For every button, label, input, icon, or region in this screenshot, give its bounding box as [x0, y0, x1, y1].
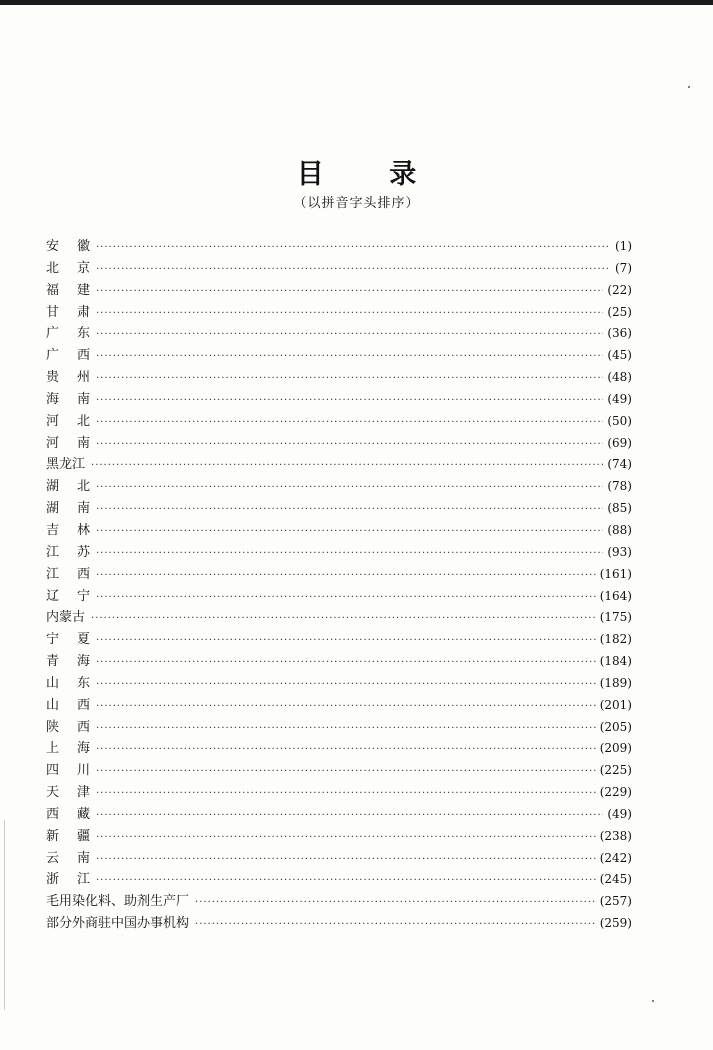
toc-entry-label-char: 肃	[76, 304, 90, 320]
toc-entry-label-char: 州	[76, 370, 90, 386]
toc-entry[interactable]	[46, 498, 632, 520]
toc-entry-label-char: 江	[46, 544, 60, 560]
dot-leader	[96, 805, 603, 827]
toc-entry-label-char: 疆	[76, 828, 90, 844]
toc-entry-label-char: 江	[76, 872, 90, 888]
dot-leader	[96, 368, 603, 390]
dot-leader	[96, 674, 596, 696]
dot-leader	[96, 477, 603, 499]
toc-entry-page: (78)	[607, 479, 632, 494]
toc-entry-page: (182)	[599, 632, 632, 647]
dot-leader	[96, 696, 596, 718]
toc-entry[interactable]	[46, 804, 632, 826]
toc-entry-page: (242)	[599, 850, 632, 865]
toc-entry-page: (209)	[599, 741, 632, 756]
toc-entry-page: (22)	[607, 282, 632, 297]
toc-entry-label	[46, 695, 96, 717]
toc-entry-label	[46, 389, 96, 411]
toc-entry[interactable]	[46, 782, 632, 804]
dot-leader	[96, 543, 603, 565]
dot-leader	[96, 565, 596, 587]
dot-leader	[195, 892, 596, 914]
toc-entry-label	[46, 629, 96, 651]
dot-leader	[91, 455, 603, 477]
dot-leader	[96, 412, 603, 434]
toc-entry[interactable]	[46, 258, 632, 280]
toc-entry-page: (189)	[599, 675, 632, 690]
dot-leader	[96, 259, 611, 281]
toc-entry-page: (229)	[599, 785, 632, 800]
toc-entry-label	[46, 782, 96, 804]
toc-entry-label	[46, 869, 96, 891]
toc-entry-label	[46, 476, 96, 498]
toc-entry-label-char: 林	[76, 522, 90, 538]
toc-entry-label-char: 西	[46, 806, 60, 822]
toc-entry-page: (36)	[607, 326, 632, 341]
table-of-contents	[46, 236, 632, 935]
toc-entry-label-char: 吉	[46, 522, 60, 538]
dot-leader	[96, 849, 596, 871]
toc-entry-page: (164)	[599, 588, 632, 603]
dot-leader	[96, 434, 603, 456]
dot-leader	[96, 303, 603, 325]
toc-entry-page: (93)	[607, 544, 632, 559]
toc-entry[interactable]	[46, 236, 632, 258]
toc-entry-label-char: 广	[46, 348, 60, 364]
toc-entry[interactable]	[46, 280, 632, 302]
toc-entry-label-char: 北	[46, 260, 60, 276]
toc-entry-label: 毛用染化料、助剂生产厂	[46, 894, 190, 910]
toc-entry-label-char: 宁	[46, 632, 60, 648]
toc-entry-label-char: 天	[46, 785, 60, 801]
toc-entry-label-char: 陕	[46, 719, 60, 735]
toc-entry-label	[46, 258, 96, 280]
toc-entry-label	[46, 433, 96, 455]
toc-entry-page: (7)	[615, 260, 632, 275]
toc-entry-label-char: 夏	[76, 632, 90, 648]
toc-entry-page: (88)	[607, 522, 632, 537]
toc-entry-page: (257)	[599, 894, 632, 909]
toc-entry-page: (1)	[615, 239, 632, 253]
dot-leader	[96, 630, 596, 652]
toc-entry-label-char: 云	[46, 850, 60, 866]
toc-entry[interactable]	[46, 913, 632, 935]
toc-entry-label-char: 上	[46, 741, 60, 757]
dot-leader	[96, 587, 596, 609]
toc-entry-label-char: 山	[46, 675, 60, 691]
top-scan-border	[0, 0, 713, 5]
toc-entry-label-char: 河	[46, 413, 60, 429]
toc-entry[interactable]	[46, 826, 632, 848]
toc-entry[interactable]	[46, 389, 632, 411]
toc-entry[interactable]	[46, 651, 632, 673]
toc-entry-label-char: 福	[46, 282, 60, 298]
toc-entry[interactable]	[46, 760, 632, 782]
dot-leader	[96, 783, 596, 805]
toc-entry-label	[46, 411, 96, 433]
toc-entry-label	[46, 345, 96, 367]
toc-entry-label-char: 山	[46, 697, 60, 713]
dot-leader	[91, 608, 596, 630]
page-title: 目 录	[296, 159, 445, 190]
toc-entry[interactable]	[46, 629, 632, 651]
toc-entry-page: (85)	[607, 501, 632, 516]
toc-entry-label-char: 海	[76, 654, 90, 670]
toc-entry[interactable]	[46, 869, 632, 891]
toc-entry-label	[46, 738, 96, 760]
toc-entry[interactable]	[46, 454, 632, 476]
toc-entry-label-char: 东	[76, 675, 90, 691]
toc-entry-label-char: 河	[46, 435, 60, 451]
toc-entry-label	[46, 760, 96, 782]
toc-entry[interactable]	[46, 411, 632, 433]
toc-entry-label-char: 四	[46, 763, 60, 779]
toc-entry-page: (201)	[599, 697, 632, 712]
dot-leader	[195, 914, 596, 936]
toc-entry-page: (225)	[599, 763, 632, 778]
dot-leader	[96, 499, 603, 521]
toc-entry-label: 内蒙古	[46, 610, 86, 626]
toc-entry-label-char: 北	[76, 413, 90, 429]
toc-entry-label-char: 南	[76, 435, 90, 451]
scan-edge-line	[4, 820, 5, 1010]
toc-entry[interactable]	[46, 302, 632, 324]
toc-entry-label-char: 宁	[76, 588, 90, 604]
dot-leader	[96, 346, 603, 368]
toc-entry[interactable]	[46, 695, 632, 717]
toc-entry-label-char: 西	[76, 697, 90, 713]
toc-entry-page: (175)	[599, 610, 632, 625]
toc-entry[interactable]	[46, 367, 632, 389]
toc-entry-label-char: 建	[76, 282, 90, 298]
toc-entry-page: (245)	[599, 872, 632, 887]
dot-leader	[96, 281, 603, 303]
toc-entry-page: (161)	[599, 566, 632, 581]
toc-entry[interactable]	[46, 848, 632, 870]
toc-entry[interactable]	[46, 476, 632, 498]
toc-entry[interactable]	[46, 323, 632, 345]
toc-entry[interactable]	[46, 673, 632, 695]
toc-entry-page: (50)	[607, 413, 632, 428]
toc-entry-label-char: 西	[76, 566, 90, 582]
toc-entry-label-char: 浙	[46, 872, 60, 888]
dot-leader	[96, 390, 603, 412]
dot-leader	[96, 827, 596, 849]
toc-entry-label-char: 安	[46, 239, 60, 254]
toc-entry-label	[46, 542, 96, 564]
toc-entry-label	[46, 302, 96, 324]
toc-entry-label-char: 京	[76, 260, 90, 276]
toc-entry-page: (74)	[607, 457, 632, 472]
dot-leader	[96, 870, 596, 892]
toc-entry-label-char: 南	[76, 501, 90, 517]
toc-entry-label-char: 东	[76, 326, 90, 342]
toc-entry-label	[46, 848, 96, 870]
toc-entry-label	[46, 323, 96, 345]
toc-entry-page: (205)	[599, 719, 632, 734]
dot-leader	[96, 761, 596, 783]
dot-leader	[96, 652, 596, 674]
toc-entry-label	[46, 498, 96, 520]
toc-entry-label-char: 贵	[46, 370, 60, 386]
toc-entry-label	[46, 586, 96, 608]
toc-entry-label-char: 广	[46, 326, 60, 342]
toc-entry-label-char: 南	[76, 850, 90, 866]
toc-entry-label-char: 湖	[46, 479, 60, 495]
toc-entry-label-char: 辽	[46, 588, 60, 604]
toc-entry-label	[46, 826, 96, 848]
toc-entry-label	[46, 673, 96, 695]
toc-entry[interactable]	[46, 564, 632, 586]
toc-entry[interactable]	[46, 891, 632, 913]
dot-leader	[96, 324, 603, 346]
toc-entry-label	[46, 717, 96, 739]
toc-entry-label: 黑龙江	[46, 457, 86, 473]
toc-entry-label: 部分外商驻中国办事机构	[46, 916, 190, 932]
toc-entry-label	[46, 651, 96, 673]
toc-entry-page: (259)	[599, 916, 632, 931]
toc-entry-label	[46, 367, 96, 389]
toc-entry-label-char: 川	[76, 763, 90, 779]
toc-entry-page: (238)	[599, 828, 632, 843]
toc-entry-label-char: 北	[76, 479, 90, 495]
toc-entry-label	[46, 280, 96, 302]
toc-entry[interactable]	[46, 433, 632, 455]
toc-entry-label-char: 徽	[76, 239, 90, 254]
toc-entry-label	[46, 804, 96, 826]
dot-leader	[96, 718, 596, 740]
scan-speck	[652, 1000, 654, 1002]
toc-entry-label-char: 海	[76, 741, 90, 757]
toc-entry-label-char: 甘	[46, 304, 60, 320]
toc-entry-label	[46, 236, 96, 258]
toc-entry-page: (45)	[607, 348, 632, 363]
toc-entry[interactable]	[46, 345, 632, 367]
toc-entry[interactable]	[46, 586, 632, 608]
toc-entry-label	[46, 520, 96, 542]
toc-entry-label-char: 青	[46, 654, 60, 670]
toc-entry-label-char: 南	[76, 391, 90, 407]
toc-entry-page: (69)	[607, 435, 632, 450]
toc-entry[interactable]	[46, 542, 632, 564]
toc-entry-label-char: 江	[46, 566, 60, 582]
toc-entry-page: (49)	[607, 391, 632, 406]
toc-entry-page: (49)	[607, 806, 632, 821]
toc-entry-label-char: 苏	[76, 544, 90, 560]
toc-entry-label-char: 湖	[46, 501, 60, 517]
toc-entry-page: (184)	[599, 654, 632, 669]
toc-entry[interactable]	[46, 520, 632, 542]
toc-entry[interactable]	[46, 717, 632, 739]
toc-entry-page: (48)	[607, 370, 632, 385]
toc-entry-label-char: 西	[76, 719, 90, 735]
toc-entry-page: (25)	[607, 304, 632, 319]
toc-entry-label-char: 海	[46, 391, 60, 407]
dot-leader	[96, 739, 596, 761]
toc-entry-label	[46, 564, 96, 586]
toc-entry-label-char: 新	[46, 828, 60, 844]
dot-leader	[96, 521, 603, 543]
scan-speck	[688, 86, 690, 88]
toc-entry-label-char: 西	[76, 348, 90, 364]
toc-entry-label-char: 津	[76, 785, 90, 801]
dot-leader	[96, 237, 611, 259]
toc-entry-label-char: 藏	[76, 806, 90, 822]
toc-entry[interactable]	[46, 738, 632, 760]
toc-entry[interactable]	[46, 607, 632, 629]
page-subtitle: （以拼音字头排序）	[293, 196, 420, 211]
